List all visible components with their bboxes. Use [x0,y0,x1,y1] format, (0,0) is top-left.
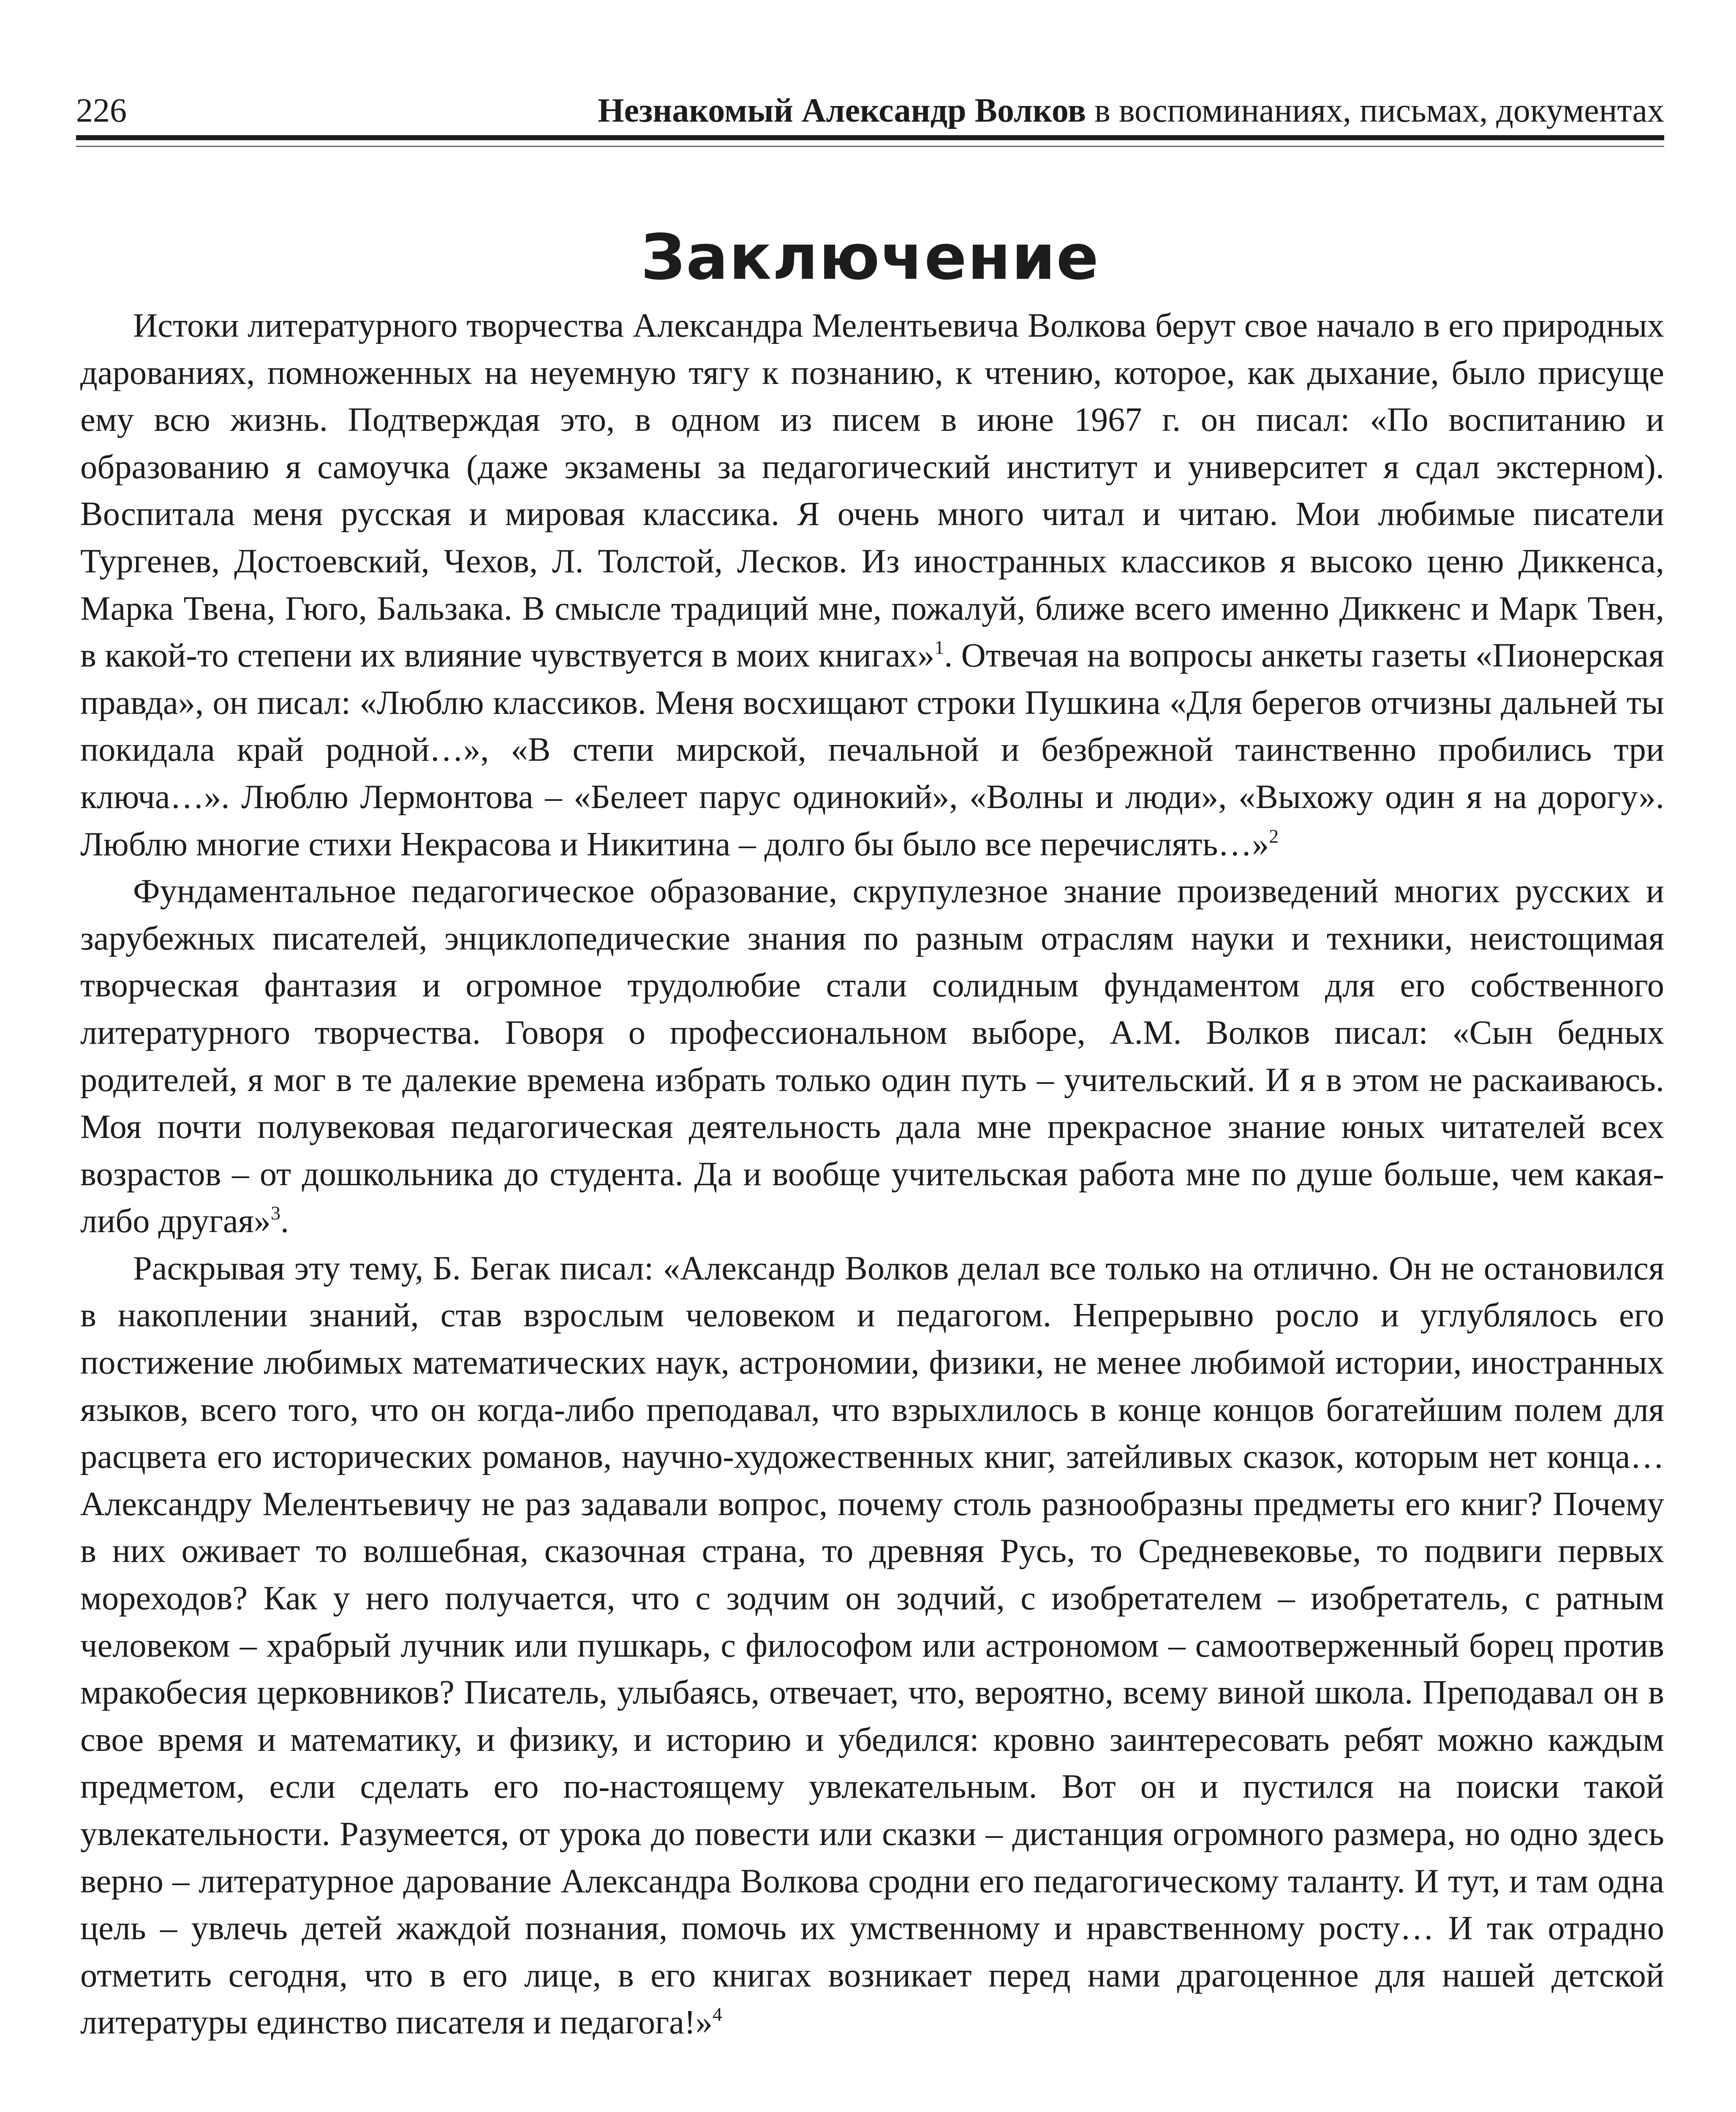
header-rule-thin [76,146,1664,147]
paragraph-2 [80,868,1664,1245]
footnote-ref-3: 3 [271,1202,281,1224]
running-head-title [598,90,1664,131]
paragraph-3-text: Раскрывая эту тему, Б. Бегак писал: «Александр Волков делал все только на отлично. Он не остановился в накоплении знаний, став взрослым человеком и педагогом. Непрерывно росло и углублялось его постижение любимых математических наук, астрономии, физики, не менее любимой истории, иностранных языков, всего того, что он когда-либо преподавал, что взрыхлилось в конце концов богатейшим полем для расцвета его исторических романов, научно-художественных книг, затейливых сказок, которым нет конца… Александру Мелентьевичу не раз задавали вопрос, почему столь разнообразны предметы его книг? Почему в них оживает то волшебная, сказочная страна, то древняя Русь, то Средневековье, то подвиги первых мореходов? Как у него получается, что с зодчим он зодчий, с изобретателем – изобретатель, с ратным человеком – храбрый лучник или пушкарь, с философом или астрономом – самоотверженный борец против мракобесия церковников? Писатель, улыбаясь, отвечает, что, вероятно, всему виной школа. Преподавал он в свое время и математику, и физику, и историю и убедился: кровно заинтересовать ребят можно каждым предметом, если сделать его по-настоящему увлекательным. Вот он и пустился на поиски такой увлекательности. Разумеется, от урока до повести или сказки – дистанция огромного размера, но одно здесь верно – литературное дарование Александра Волкова сродни его педагогическому таланту. И тут, и там одна цель – увлечь детей жаждой познания, помочь их умственному и нравственному росту… И так отрадно отметить сегодня, что в его лице, в его книгах возникает перед нами драгоценное для нашей детской литературы единство писателя и педагога!» [80,1249,1664,2041]
paragraph-1-text-a: Истоки литературного творчества Александра Мелентьевича Волкова берут свое начало в его природных дарованиях, помноженных на неуемную тягу к познанию, к чтению, которое, как дыхание, было присуще ему всю жизнь. Подтверждая это, в одном из писем в июне 1967 г. он писал: «По воспитанию и образованию я самоучка (даже экзамены за педагогический институт и университет я сдал экстерном). Воспитала меня русская и мировая классика. Я очень много читал и читаю. Мои любимые писатели Тургенев, Достоевский, Чехов, Л. Толстой, Лесков. Из иностранных классиков я высоко ценю Диккенса, Марка Твена, Гюго, Бальзака. В смысле традиций мне, пожалуй, ближе всего именно Диккенс и Марк Твен, в какой-то степени их влияние чувствуется в моих книгах» [80,307,1664,675]
paragraph-3 [80,1245,1664,2046]
footnote-ref-4: 4 [712,2003,722,2025]
paragraph-1 [80,302,1664,868]
header-rule [76,135,1664,140]
running-head-title-rest: в воспоминаниях, письмах, документах [1086,92,1664,129]
footnote-ref-2: 2 [1269,825,1279,847]
paragraph-2-text-b: . [280,1202,289,1240]
running-head-title-bold: Незнакомый Александр Волков [598,92,1086,129]
paragraph-2-text-a: Фундаментальное педагогическое образование, скрупулезное знание произведений многих русских и зарубежных писателей, энциклопедические знания по разным отраслям науки и техники, неистощимая творческая фантазия и огромное трудолюбие стали солидным фундаментом для его собственного литературного творчества. Говоря о профессиональном выборе, А.М. Волков писал: «Сын бедных родителей, я мог в те далекие времена избрать только один путь – учительский. И я в этом не раскаиваюсь. Моя почти полувековая педагогическая деятельность дала мне прекрасное знание юных читателей всех возрастов – от дошкольника до студента. Да и вообще учительская работа мне по душе больше, чем какая-либо другая» [80,872,1664,1240]
footnote-ref-1: 1 [934,637,944,659]
running-header [76,84,1664,133]
paragraph-1-text-b: . Отвечая на вопросы анкеты газеты «Пионерская правда», он писал: «Люблю классиков. Меня восхищают строки Пушкина «Для берегов отчизны дальней ты покидала край родной…», «В степи мирской, печальной и безбрежной таинственно пробились три ключа…». Люблю Лермонтова – «Белеет парус одинокий», «Волны и люди», «Выхожу один я на дорогу». Люблю многие стихи Некрасова и Никитина – долго бы было все перечислять…» [80,637,1664,863]
chapter-title: Заключение [640,221,1100,294]
page-number: 226 [76,92,127,129]
body-text [80,302,1664,2046]
